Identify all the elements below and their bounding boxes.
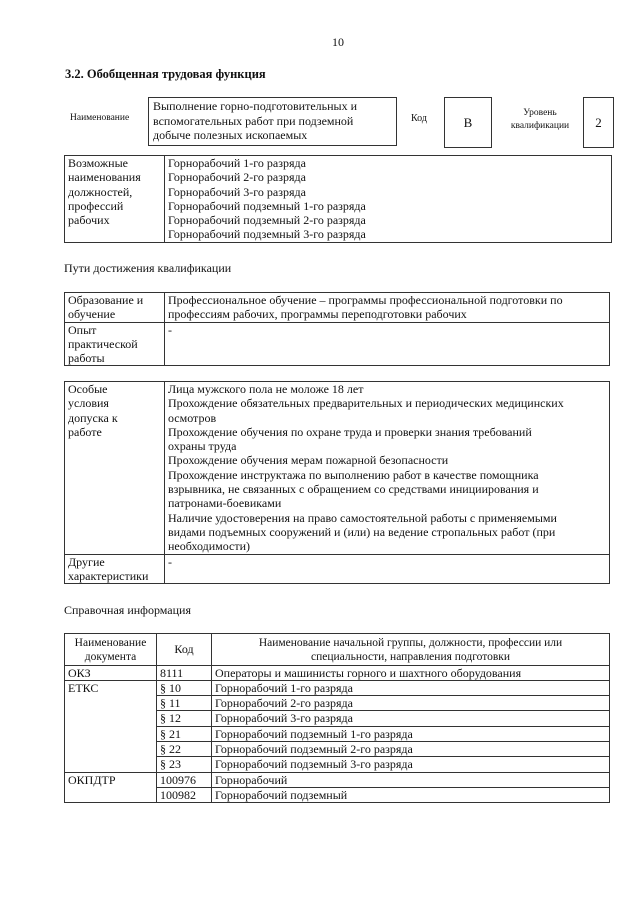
header-line: документа xyxy=(84,651,137,664)
label-line: Другие xyxy=(68,554,105,569)
label-line: наименования xyxy=(68,170,141,185)
name-cell: Горнорабочий подземный 2-го разряда xyxy=(212,742,610,757)
code-cell: § 12 xyxy=(157,711,212,726)
position-item: Горнорабочий подземный 1-го разряда xyxy=(168,198,366,213)
page-number: 10 xyxy=(332,35,344,49)
name-cell: Операторы и машинисты горного и шахтного оборудования xyxy=(212,665,610,680)
code-value: B xyxy=(444,97,492,148)
header-name xyxy=(212,634,610,666)
code-cell: § 11 xyxy=(157,696,212,711)
positions-label xyxy=(65,156,165,243)
position-item: Горнорабочий подземный 3-го разряда xyxy=(168,227,366,242)
condition-line: патронами-боевиками xyxy=(168,496,282,511)
label-line: Образование и xyxy=(68,293,144,307)
other-label xyxy=(65,554,165,584)
condition-line: Прохождение инструктажа по выполнению работ в качестве помощника xyxy=(168,467,539,482)
code-cell: 100982 xyxy=(157,787,212,802)
table-row xyxy=(65,772,610,787)
label-line: Особые xyxy=(68,382,108,396)
header-line: специальности, направления подготовки xyxy=(310,651,511,664)
education-table xyxy=(64,292,610,366)
name-value-box xyxy=(148,97,397,146)
name-cell: Горнорабочий подземный xyxy=(212,787,610,802)
name-cell: Горнорабочий подземный 3-го разряда xyxy=(212,757,610,772)
label-line: обучение xyxy=(68,307,116,322)
label-line: должностей, xyxy=(68,184,133,199)
label-line: допуска к xyxy=(68,410,118,425)
condition-line: Лица мужского пола не моложе 18 лет xyxy=(168,382,364,396)
label-line: Возможные xyxy=(68,156,128,170)
condition-line: видами подъемных сооружений и (или) на ведение стропальных работ (при xyxy=(168,524,556,539)
code-cell: 100976 xyxy=(157,772,212,787)
label-line: рабочих xyxy=(68,213,110,228)
label-line: практической xyxy=(68,336,138,351)
condition-line: осмотров xyxy=(168,410,217,425)
position-item: Горнорабочий 2-го разряда xyxy=(168,170,306,185)
condition-line: охраны труда xyxy=(168,439,237,454)
position-item: Горнорабочий подземный 2-го разряда xyxy=(168,213,366,228)
doc-cell: ОКПДТР xyxy=(65,772,157,803)
condition-line: Прохождение обучения мерам пожарной безопасности xyxy=(168,453,449,468)
condition-line: Прохождение обучения по охране труда и проверки знания требований xyxy=(168,424,532,439)
doc-cell: ЕТКС xyxy=(65,680,157,772)
condition-line: Наличие удостоверения на право самостоятельной работы с применяемыми xyxy=(168,510,557,525)
code-cell: § 21 xyxy=(157,726,212,741)
code-cell: § 23 xyxy=(157,757,212,772)
doc-cell: ОКЗ xyxy=(65,665,157,680)
conditions-table xyxy=(64,381,610,584)
header-code: Код xyxy=(157,634,212,666)
header-doc xyxy=(65,634,157,666)
code-label: Код xyxy=(411,113,427,124)
conditions-label xyxy=(65,382,165,555)
code-cell: § 10 xyxy=(157,680,212,695)
level-value: 2 xyxy=(583,97,614,148)
label-line: работы xyxy=(68,351,105,366)
positions-list xyxy=(165,156,612,243)
experience-value: - xyxy=(165,322,610,366)
conditions-list xyxy=(165,382,610,555)
education-value xyxy=(165,293,610,323)
level-label-line: Уровень xyxy=(523,108,557,118)
header-line: Наименование начальной группы, должности, профессии или xyxy=(258,637,563,649)
education-label xyxy=(65,293,165,323)
reference-header-row xyxy=(65,634,610,666)
name-cell: Горнорабочий подземный 1-го разряда xyxy=(212,726,610,741)
label-line: условия xyxy=(68,396,109,411)
code-cell: § 22 xyxy=(157,742,212,757)
section-title: 3.2. Обобщенная трудовая функция xyxy=(65,67,266,81)
value-line: профессиям рабочих, программы переподготовки рабочих xyxy=(168,307,467,322)
label-line: профессий xyxy=(68,198,124,213)
label-line: работе xyxy=(68,424,102,439)
positions-table xyxy=(64,155,612,243)
condition-line: взрывника, не связанных с обращением со средствами инициирования и xyxy=(168,482,539,497)
header-line: Наименование xyxy=(74,637,147,649)
condition-line: Прохождение обязательных предварительных и периодических медицинских xyxy=(168,396,564,411)
level-label xyxy=(503,107,577,133)
name-cell: Горнорабочий 3-го разряда xyxy=(212,711,610,726)
value-line: Профессиональное обучение – программы профессиональной подготовки по xyxy=(168,293,563,307)
table-row xyxy=(65,680,610,695)
experience-label xyxy=(65,322,165,366)
name-line: добыче полезных ископаемых xyxy=(153,128,308,142)
name-cell: Горнорабочий 1-го разряда xyxy=(212,680,610,695)
table-row xyxy=(65,665,610,680)
label-line: Опыт xyxy=(68,322,97,337)
name-line: Выполнение горно-подготовительных и xyxy=(153,99,358,113)
other-value: - xyxy=(165,554,610,584)
position-item: Горнорабочий 3-го разряда xyxy=(168,184,306,199)
reference-title: Справочная информация xyxy=(64,603,191,617)
name-label: Наименование xyxy=(70,113,130,123)
condition-line: необходимости) xyxy=(168,539,251,554)
name-cell: Горнорабочий 2-го разряда xyxy=(212,696,610,711)
reference-table xyxy=(64,633,610,803)
position-item: Горнорабочий 1-го разряда xyxy=(168,156,306,170)
qualification-paths-title: Пути достижения квалификации xyxy=(64,261,232,275)
level-label-line: квалификации xyxy=(510,121,570,131)
name-line: вспомогательных работ при подземной xyxy=(153,113,354,128)
name-cell: Горнорабочий xyxy=(212,772,610,787)
label-line: характеристики xyxy=(68,568,149,583)
code-cell: 8111 xyxy=(157,665,212,680)
